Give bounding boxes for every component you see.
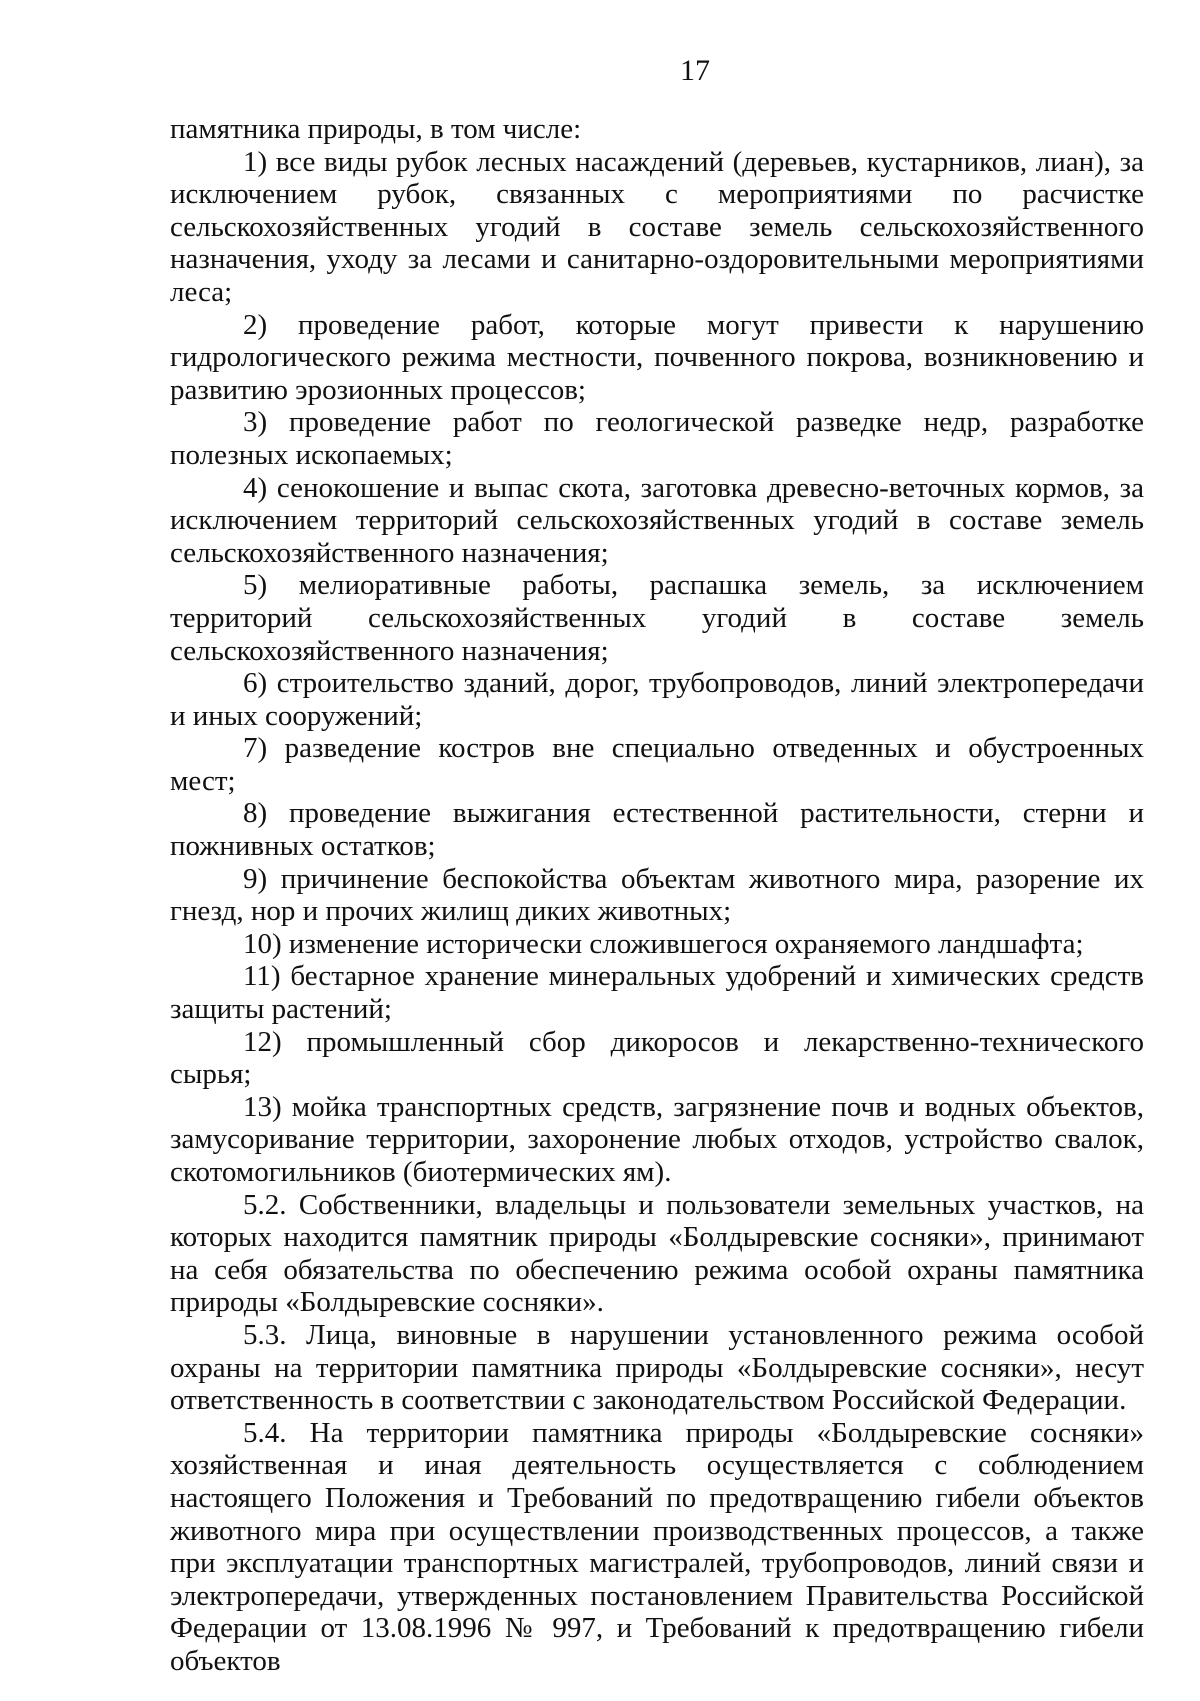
list-item-12: 12) промышленный сбор дикоросов и лекарственно-технического сырья;: [170, 1025, 1144, 1091]
list-item-6: 6) строительство зданий, дорог, трубопроводов, линий электропередачи и иных сооружений;: [170, 667, 1144, 732]
list-item-4: 4) сенокошение и выпас скота, заготовка древесно-веточных кормов, за исключением территорий сельскохозяйственных угодий в составе земель сельскохозяйственного назначения;: [170, 471, 1144, 569]
list-item-3: 3) проведение работ по геологической разведке недр, разработке полезных ископаемых;: [170, 406, 1144, 471]
document-body: [170, 113, 1144, 1678]
paragraph-intro: памятника природы, в том числе:: [170, 113, 582, 145]
list-item-13: 13) мойка транспортных средств, загрязнение почв и водных объектов, замусоривание территории, захоронение любых отходов, устройство свалок, скотомогильников (биотермических ям).: [170, 1090, 1144, 1188]
list-item-7: 7) разведение костров вне специально отведенных и обустроенных мест;: [170, 732, 1144, 797]
list-item-8: 8) проведение выжигания естественной растительности, стерни и пожнивных остатков;: [170, 797, 1144, 863]
section-5-4: 5.4. На территории памятника природы «Болдыревские сосняки» хозяйственная и иная деятельность осуществляется с соблюдением настоящего Положения и Требований по предотвращению гибели объектов животного мира при осуществлении производственных процессов, а также при эксплуатации транспортных магистралей, трубопроводов, линий связи и электропередачи, утвержденных постановлением Правительства Российской Федерации от 13.08.1996 № 997, и Требований к предотвращению гибели объектов: [170, 1416, 1144, 1677]
section-5-2: 5.2. Собственники, владельцы и пользователи земельных участков, на которых находится памятник природы «Болдыревские сосняки», принимают на себя обязательства по обеспечению режима особой охраны памятника природы «Болдыревские сосняки».: [170, 1188, 1144, 1319]
section-5-3: 5.3. Лица, виновные в нарушении установленного режима особой охраны на территории памятника природы «Болдыревские сосняки», несут ответственность в соответствии с законодательством Российской Федерации.: [170, 1318, 1144, 1417]
list-item-11: 11) бестарное хранение минеральных удобрений и химических средств защиты растений;: [170, 960, 1144, 1026]
list-item-10: 10) изменение исторически сложившегося охраняемого ландшафта;: [243, 927, 1084, 960]
list-item-5: 5) мелиоративные работы, распашка земель, за исключением территорий сельскохозяйственных угодий в составе земель сельскохозяйственного назначения;: [170, 569, 1144, 667]
list-item-1: 1) все виды рубок лесных насаждений (деревьев, кустарников, лиан), за исключением рубок, связанных с мероприятиями по расчистке сельскохозяйственных угодий в составе земель сельскохозяйственного назначения, уходу за лесами и санитарно-оздоровительными мероприятиями леса;: [170, 145, 1144, 308]
list-item-2: 2) проведение работ, которые могут привести к нарушению гидрологического режима местности, почвенного покрова, возникновению и развитию эрозионных процессов;: [170, 308, 1144, 406]
page-number: 17: [680, 54, 710, 87]
list-item-9: 9) причинение беспокойства объектам животного мира, разорение их гнезд, нор и прочих жилищ диких животных;: [170, 862, 1144, 928]
